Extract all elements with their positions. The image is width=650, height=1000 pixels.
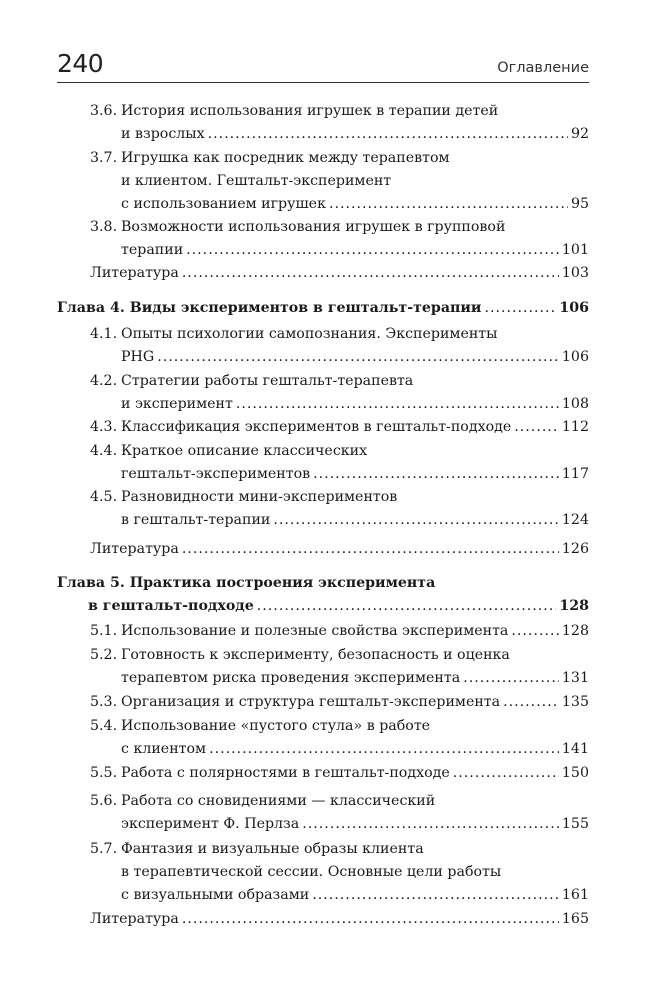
toc-entry-title-line: Глава 5. Практика построения эксперимента	[57, 575, 436, 591]
toc-entry-title-line: Фантазия и визуальные образы клиента	[121, 841, 424, 857]
toc-entry-page: 155	[561, 816, 589, 832]
toc-entry-title-line: Работа со сновидениями — классический	[121, 793, 436, 809]
toc-entry-title-line: Стратегии работы гештальт-терапевта	[121, 373, 414, 389]
toc-entry-page: 95	[570, 196, 589, 212]
toc-chapter-entry[interactable]	[57, 572, 589, 618]
toc-entry-title-line: Литература	[90, 541, 179, 557]
toc-entry-number: 3.7.	[90, 150, 118, 166]
leader-dots	[329, 193, 568, 216]
toc-entry-page: 92	[570, 126, 589, 142]
toc-entry-title-line: История использования игрушек в терапии детей	[121, 103, 499, 119]
toc-entry-page: 165	[561, 911, 589, 927]
toc-entry-page: 150	[561, 765, 589, 781]
toc-entry-page: 103	[561, 265, 589, 281]
toc-entry-page: 117	[561, 466, 589, 482]
toc-entry[interactable]	[90, 538, 589, 561]
leader-dots	[313, 463, 559, 486]
toc-entry-title-line: Литература	[90, 911, 179, 927]
toc-entry-title-line: Организация и структура гештальт-эксперимента	[121, 694, 501, 710]
leader-dots	[514, 416, 559, 439]
toc-entry[interactable]	[90, 440, 589, 486]
leader-dots	[157, 346, 559, 369]
toc-entry-page: 126	[561, 541, 589, 557]
leader-dots	[503, 691, 559, 714]
toc-entry-title-line: Использование и полезные свойства эксперимента	[121, 623, 509, 639]
leader-dots	[273, 509, 559, 532]
toc-chapter-entry[interactable]	[57, 297, 589, 320]
toc-entry-title-line: Готовность к эксперименту, безопасность и оценка	[121, 647, 510, 663]
toc-entry-title-line: в гештальт-терапии	[121, 512, 271, 528]
toc-entry-number: 5.7.	[90, 841, 118, 857]
toc-entry-title-line: с визуальными образами	[121, 887, 310, 903]
toc-entry-number: 4.5.	[90, 489, 118, 505]
leader-dots	[511, 620, 559, 643]
toc-entry[interactable]	[90, 838, 589, 907]
toc-entry[interactable]	[90, 762, 589, 785]
leader-dots	[463, 667, 559, 690]
toc-entry-number: 5.6.	[90, 793, 118, 809]
toc-entry[interactable]	[90, 790, 589, 836]
leader-dots	[302, 813, 559, 836]
toc-entry-number: 5.5.	[90, 765, 118, 781]
leader-dots	[484, 297, 556, 320]
toc-entry-number: 4.1.	[90, 326, 118, 342]
toc-entry-title-line: с клиентом	[121, 741, 207, 757]
toc-entry[interactable]	[90, 715, 589, 761]
toc-entry-page: 141	[561, 741, 589, 757]
running-title: Оглавление	[497, 60, 589, 76]
toc-entry-title-line: терапии	[121, 242, 184, 258]
toc-entry-title-line: Классификация экспериментов в гештальт-подходе	[121, 419, 512, 435]
toc-entry-title-line: и клиентом. Гештальт-эксперимент	[121, 173, 392, 189]
toc-entry-title-line: Опыты психологии самопознания. Эксперименты	[121, 326, 498, 342]
toc-entry[interactable]	[90, 416, 589, 439]
toc-entry[interactable]	[90, 691, 589, 714]
toc-entry-page: 135	[561, 694, 589, 710]
toc-entry[interactable]	[90, 216, 589, 262]
leader-dots	[182, 908, 559, 931]
toc-entry-title-line: Использование «пустого стула» в работе	[121, 718, 431, 734]
leader-dots	[186, 239, 559, 262]
page-number: 240	[57, 49, 104, 78]
leader-dots	[182, 262, 559, 285]
toc-entry-title-line: в терапевтической сессии. Основные цели работы	[121, 864, 502, 880]
toc-entry-title-line: Краткое описание классических	[121, 443, 368, 459]
toc-entry-title-line: эксперимент Ф. Перлза	[121, 816, 300, 832]
toc-entry[interactable]	[90, 323, 589, 369]
toc-entry[interactable]	[90, 908, 589, 931]
leader-dots	[182, 538, 559, 561]
toc-entry-page: 131	[561, 670, 589, 686]
toc-entry-page: 106	[561, 349, 589, 365]
toc-entry[interactable]	[90, 100, 589, 146]
toc-entry-page: 108	[561, 396, 589, 412]
leader-dots	[257, 595, 557, 618]
toc-entry-page: 112	[561, 419, 589, 435]
toc-entry-title-line: Игрушка как посредник между терапевтом	[121, 150, 450, 166]
toc-entry-title-line: PHG	[121, 349, 155, 365]
toc-entry-page: 128	[561, 623, 589, 639]
running-header	[57, 44, 589, 83]
toc-entry[interactable]	[90, 644, 589, 690]
leader-dots	[453, 762, 559, 785]
leader-dots	[208, 123, 568, 146]
toc-entry-title-line: в гештальт-подходе	[88, 598, 254, 614]
toc-entry-title-line: терапевтом риска проведения эксперимента	[121, 670, 461, 686]
toc-entry-title-line: Глава 4. Виды экспериментов в гештальт-терапии	[57, 300, 482, 316]
toc-entry-title-line: и взрослых	[121, 126, 205, 142]
toc-entry-page: 161	[561, 887, 589, 903]
leader-dots	[312, 884, 559, 907]
leader-dots	[209, 738, 559, 761]
toc-entry[interactable]	[90, 620, 589, 643]
leader-dots	[236, 393, 559, 416]
toc-entry[interactable]	[90, 486, 589, 532]
toc-entry-number: 5.4.	[90, 718, 118, 734]
toc-entry-number: 4.2.	[90, 373, 118, 389]
toc-entry-title-line: с использованием игрушек	[121, 196, 326, 212]
toc-entry-number: 5.2.	[90, 647, 118, 663]
toc-entry-title-line: Разновидности мини-экспериментов	[121, 489, 398, 505]
toc-entry-title-line: Возможности использования игрушек в групповой	[121, 219, 506, 235]
toc-entry-number: 4.4.	[90, 443, 118, 459]
toc-entry[interactable]	[90, 370, 589, 416]
toc-entry-number: 5.1.	[90, 623, 118, 639]
toc-entry-page: 128	[559, 598, 589, 614]
toc-entry-number: 3.8.	[90, 219, 118, 235]
toc-entry-title-line: Работа с полярностями в гештальт-подходе	[121, 765, 450, 781]
toc-entry-number: 3.6.	[90, 103, 118, 119]
toc-entry-number: 4.3.	[90, 419, 118, 435]
toc-entry-title-line: гештальт-экспериментов	[121, 466, 311, 482]
toc-entry[interactable]	[90, 262, 589, 285]
toc-entry-page: 124	[561, 512, 589, 528]
toc-entry-page: 106	[559, 300, 589, 316]
toc-entry-number: 5.3.	[90, 694, 118, 710]
toc-entry-page: 101	[561, 242, 589, 258]
toc-entry-title-line: Литература	[90, 265, 179, 281]
toc-entry-title-line: и эксперимент	[121, 396, 233, 412]
toc-entry[interactable]	[90, 147, 589, 216]
